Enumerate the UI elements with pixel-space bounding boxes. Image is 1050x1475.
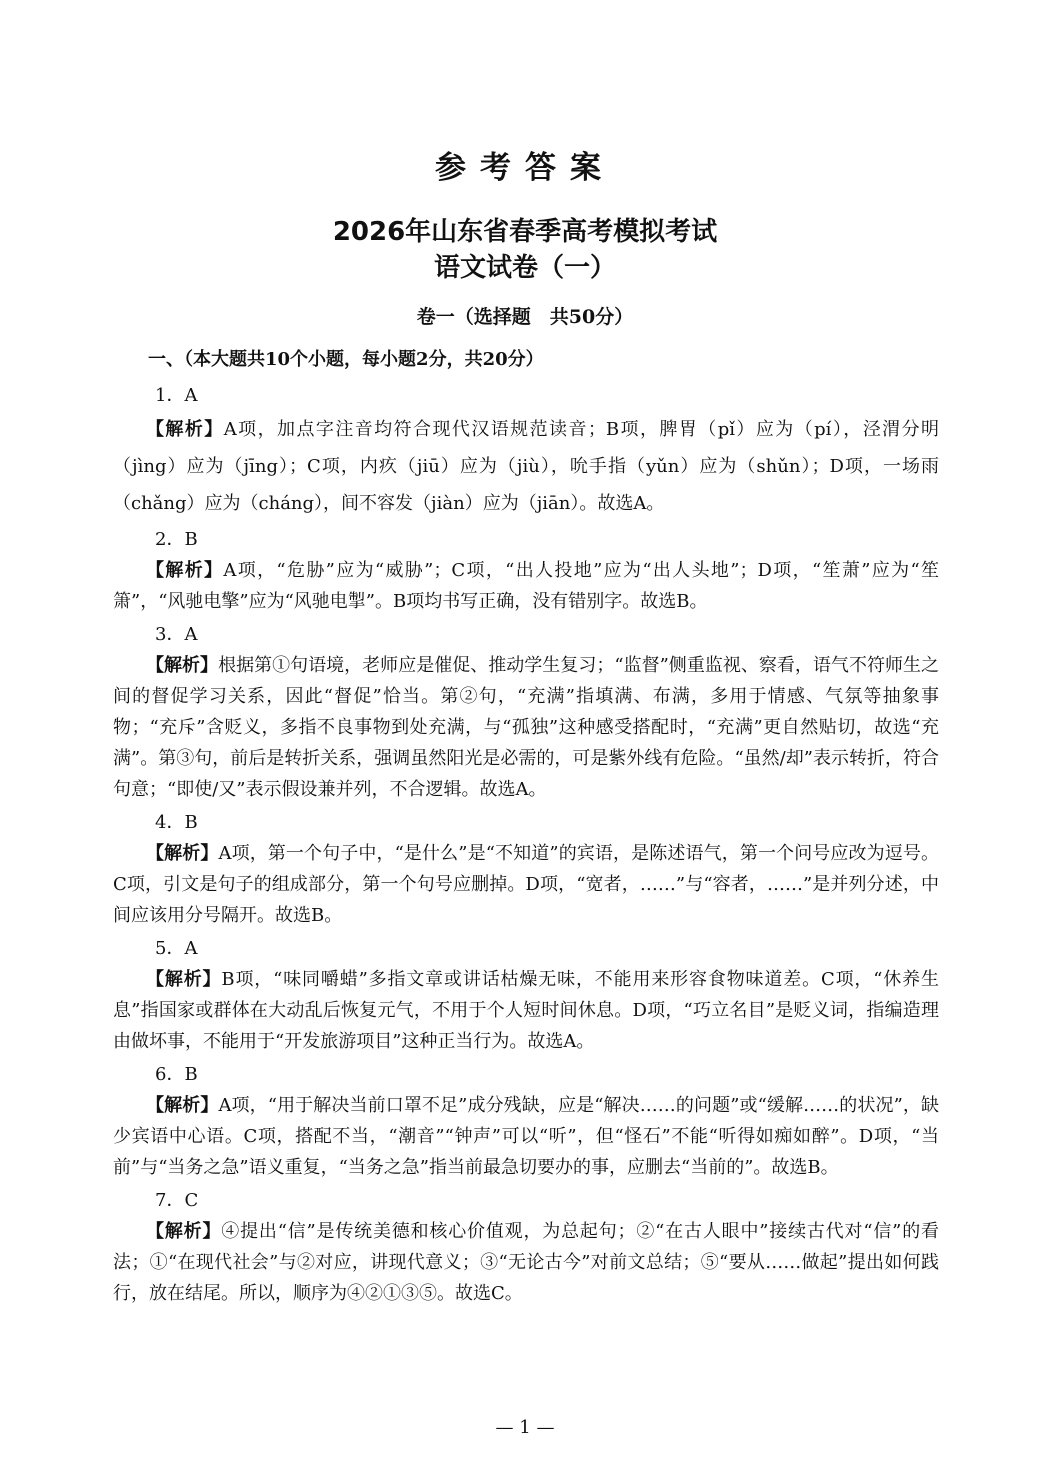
analysis-text: A项，“用于解决当前口罩不足”成分残缺，应是“解决……的问题”或“缓解……的状况”，缺少宾语中心语。C项，搭配不当，“潮音”“钟声”可以“听”，但“怪石”不能“听得如痴如醉”。D项，“当前”与“当务之急”语义重复，“当务之急”指当前最急切要办的事，应删去“当前的”。故选B。 [113, 1095, 939, 1178]
section-title: 一、（本大题共10个小题，每小题2分，共20分） [148, 349, 544, 370]
answer-analysis [113, 1216, 939, 1309]
exam-title-line1: 2026年山东省春季高考模拟考试 [332, 217, 718, 247]
answer-head: 4．B [155, 812, 198, 833]
analysis-text: ④提出“信”是传统美德和核心价值观，为总起句；②“在古人眼中”接续古代对“信”的看法；①“在现代社会”与②对应，讲现代意义；③“无论古今”对前文总结；⑤“要从……做起”提出如何践行，放在结尾。所以，顺序为④②①③⑤。故选C。 [113, 1221, 940, 1304]
answer-analysis [113, 964, 939, 1057]
answer-analysis [113, 838, 939, 931]
answer-head: 3．A [155, 624, 198, 645]
exam-title-line2: 语文试卷（一） [433, 253, 616, 283]
exam-title [0, 214, 1050, 286]
page-number: — 1 — [495, 1417, 555, 1438]
analysis-tag: 【解析】 [146, 1095, 219, 1116]
analysis-text: A项，加点字注音均符合现代汉语规范读音；B项，脾胃（pǐ）应为（pí），泾渭分明（jìng）应为（jīng）；C项，内疚（jiū）应为（jiù），吮手指（yǔn）应为（shǔn）；D项，一场雨（chǎng）应为（cháng），间不容发（jiàn）应为（jiān）。故选A。 [113, 419, 939, 514]
analysis-tag: 【解析】 [146, 1221, 222, 1242]
analysis-tag: 【解析】 [146, 419, 224, 440]
analysis-text: B项，“味同嚼蜡”多指文章或讲话枯燥无味，不能用来形容食物味道差。C项，“休养生息”指国家或群体在大动乱后恢复元气，不用于个人短时间休息。D项，“巧立名目”是贬义词，指编造理由做坏事，不能用于“开发旅游项目”这种正当行为。故选A。 [113, 969, 939, 1052]
answer-analysis [113, 411, 939, 522]
analysis-text: 根据第①句语境，老师应是催促、推动学生复习；“监督”侧重监视、察看，语气不符师生之间的督促学习关系，因此“督促”恰当。第②句，“充满”指填满、布满，多用于情感、气氛等抽象事物；“充斥”含贬义，多指不良事物到处充满，与“孤独”这种感受搭配时，“充满”更自然贴切，故选“充满”。第③句，前后是转折关系，强调虽然阳光是必需的，可是紫外线有危险。“虽然/却”表示转折，符合句意；“即使/又”表示假设兼并列，不合逻辑。故选A。 [113, 655, 940, 800]
answer-analysis [113, 650, 939, 805]
answer-head: 1．A [155, 385, 198, 406]
analysis-text: A项，“危胁”应为“威胁”；C项，“出人投地”应为“出人头地”；D项，“笙萧”应为“笙箫”，“风驰电擎”应为“风驰电掣”。B项均书写正确，没有错别字。故选B。 [113, 560, 939, 612]
part-title: 卷一（选择题 共50分） [416, 306, 634, 328]
answer-head: 2．B [155, 529, 198, 550]
analysis-tag: 【解析】 [146, 655, 219, 676]
answer-head: 5．A [155, 938, 198, 959]
analysis-tag: 【解析】 [146, 843, 219, 864]
answers-body [113, 380, 939, 1311]
answer-analysis [113, 1090, 939, 1183]
analysis-tag: 【解析】 [146, 969, 222, 990]
analysis-text: A项，第一个句子中，“是什么”是“不知道”的宾语，是陈述语气，第一个问号应改为逗号。C项，引文是句子的组成部分，第一个句号应删掉。D项，“宽者，……”与“容者，……”是并列分述，中间应该用分号隔开。故选B。 [113, 843, 939, 926]
analysis-tag: 【解析】 [146, 560, 224, 581]
answer-head: 7．C [155, 1190, 199, 1211]
answer-head: 6．B [155, 1064, 198, 1085]
page-title: 参考答案 [435, 150, 615, 186]
answer-analysis [113, 555, 939, 617]
